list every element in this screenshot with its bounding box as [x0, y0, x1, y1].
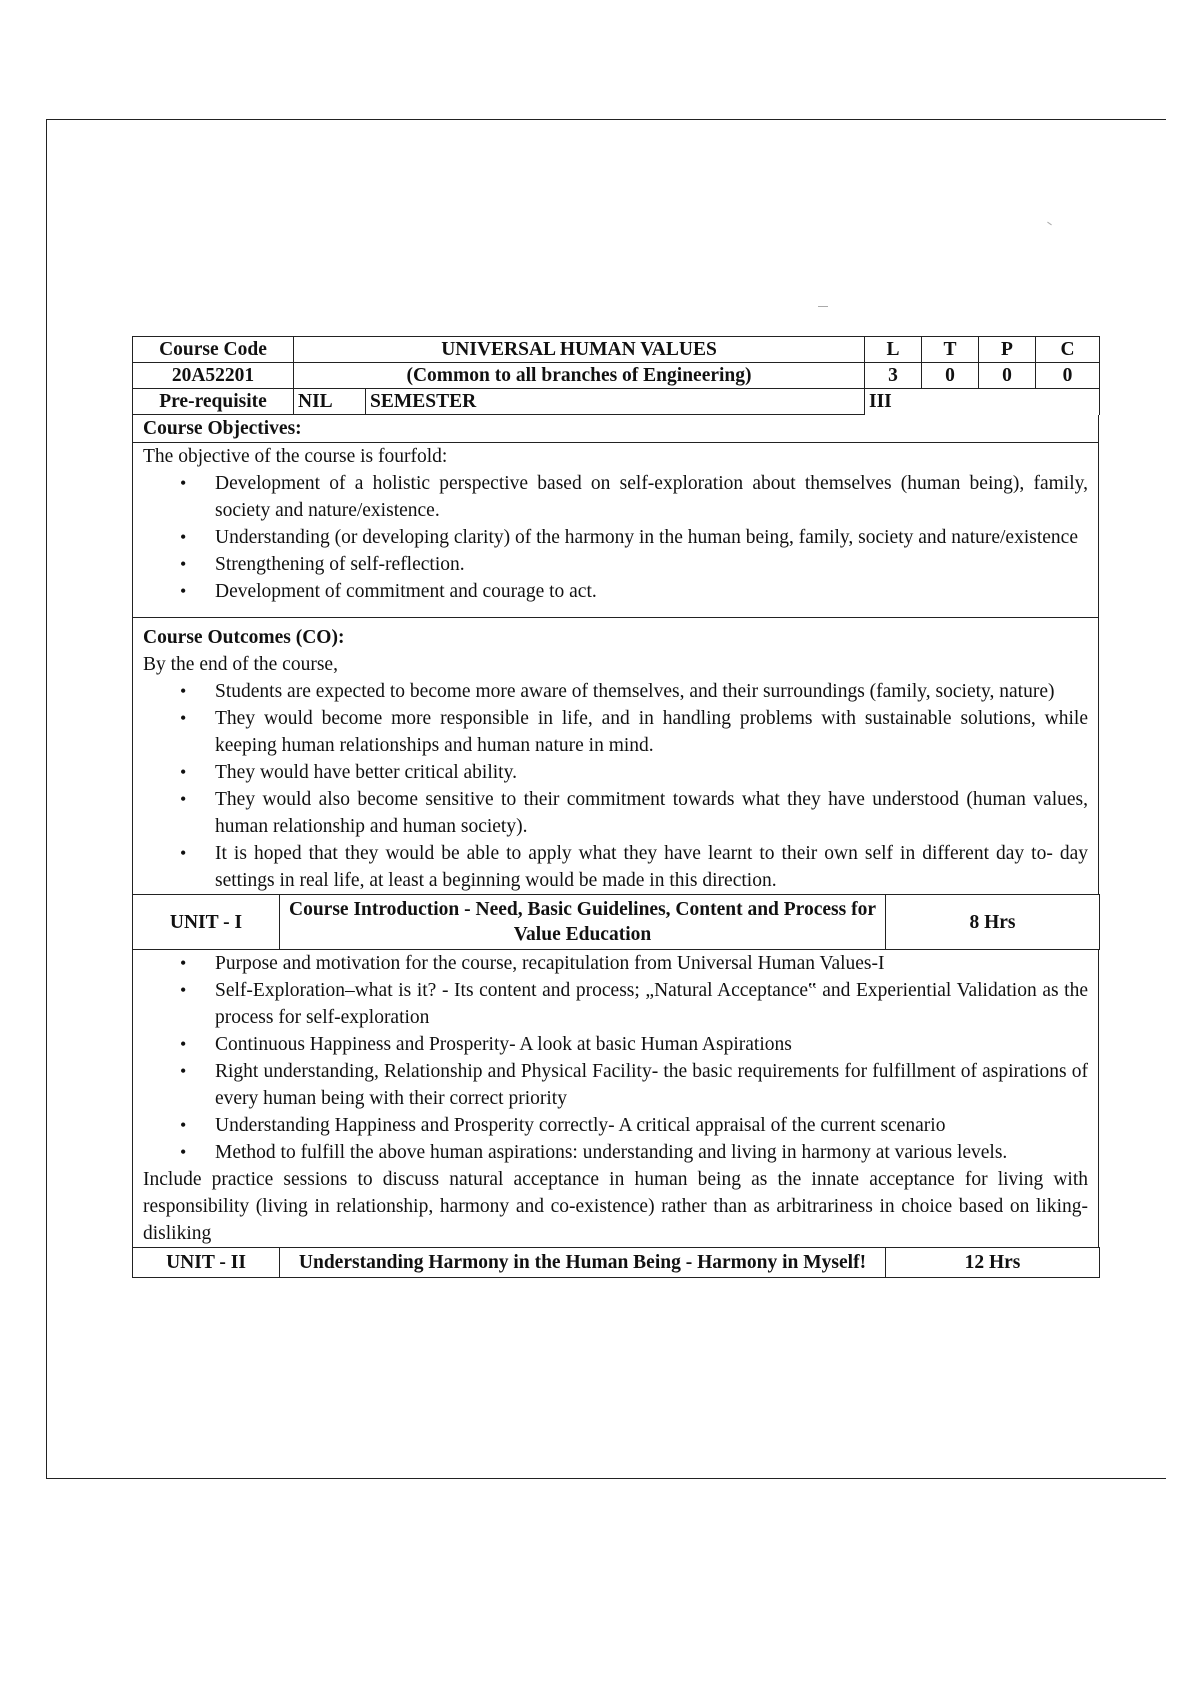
outcomes-intro: By the end of the course,	[143, 654, 338, 675]
unit-2-header	[132, 1247, 1100, 1278]
list-item: • Development of a holistic perspective based on self-exploration about themselves (human being), family, society and nature/existence.	[215, 470, 1088, 524]
unit-1-topics	[143, 950, 1088, 1166]
unit-1-label: UNIT - I	[133, 895, 280, 950]
outcomes-title: Course Outcomes (CO):	[143, 627, 345, 648]
outcomes-list	[143, 678, 1088, 894]
list-item: • Right understanding, Relationship and Physical Facility- the basic requirements for fulfillment of aspirations of every human being with their correct priority	[215, 1058, 1088, 1112]
objectives-list	[143, 470, 1088, 605]
unit-1-content	[132, 950, 1099, 1247]
course-code-label: Course Code	[133, 337, 294, 363]
course-objectives-section	[132, 415, 1099, 618]
list-item: • Students are expected to become more aware of themselves, and their surroundings (family, society, nature)	[215, 678, 1088, 705]
scan-speck	[818, 306, 828, 307]
ltpc-label-t: T	[922, 337, 979, 363]
list-item: • Purpose and motivation for the course, recapitulation from Universal Human Values-I	[215, 950, 1088, 977]
objectives-intro: The objective of the course is fourfold:	[143, 446, 448, 467]
unit-1-practice-note: Include practice sessions to discuss natural acceptance in human being as the innate acceptance for living with responsibility (living in relationship, harmony and co-existence) rather than as arbitrariness in choice based on liking-disliking	[143, 1169, 1088, 1244]
list-item: • Development of commitment and courage to act.	[215, 578, 1088, 605]
list-item: • Self-Exploration–what is it? - Its content and process; „Natural Acceptance‟ and Experiential Validation as the process for self-exploration	[215, 977, 1088, 1031]
ltpc-label-l: L	[865, 337, 922, 363]
list-item: • Continuous Happiness and Prosperity- A look at basic Human Aspirations	[215, 1031, 1088, 1058]
unit-1-hours: 8 Hrs	[886, 895, 1100, 950]
course-header-table	[132, 336, 1100, 415]
ltpc-value-l: 3	[865, 363, 922, 389]
list-item: • Understanding (or developing clarity) of the harmony in the human being, family, society and nature/existence	[215, 524, 1088, 551]
ltpc-value-p: 0	[979, 363, 1036, 389]
course-subtitle: (Common to all branches of Engineering)	[294, 363, 865, 389]
list-item: • Method to fulfill the above human aspirations: understanding and living in harmony at various levels.	[215, 1139, 1088, 1166]
list-item: • Strengthening of self-reflection.	[215, 551, 1088, 578]
unit-2-hours: 12 Hrs	[886, 1248, 1100, 1278]
prerequisite-value: NIL	[294, 389, 366, 415]
ltpc-label-c: C	[1036, 337, 1100, 363]
ltpc-value-t: 0	[922, 363, 979, 389]
list-item: • They would have better critical ability.	[215, 759, 1088, 786]
unit-1-title: Course Introduction - Need, Basic Guidelines, Content and Process for Value Education	[280, 895, 886, 950]
unit-2-title: Understanding Harmony in the Human Being - Harmony in Myself!	[280, 1248, 886, 1278]
list-item: • Understanding Happiness and Prosperity correctly- A critical appraisal of the current scenario	[215, 1112, 1088, 1139]
course-document	[132, 336, 1099, 1278]
list-item: • They would become more responsible in life, and in handling problems with sustainable solutions, while keeping human relationships and human nature in mind.	[215, 705, 1088, 759]
list-item: • They would also become sensitive to their commitment towards what they have understood (human values, human relationship and human society).	[215, 786, 1088, 840]
ltpc-value-c: 0	[1036, 363, 1100, 389]
prerequisite-label: Pre-requisite	[133, 389, 294, 415]
course-code: 20A52201	[133, 363, 294, 389]
unit-1-header	[132, 894, 1100, 950]
objectives-title: Course Objectives:	[143, 418, 302, 439]
semester-label: SEMESTER	[366, 389, 865, 415]
ltpc-label-p: P	[979, 337, 1036, 363]
list-item: • It is hoped that they would be able to apply what they have learnt to their own self in different day to- day settings in real life, at least a beginning would be made in this direction.	[215, 840, 1088, 894]
unit-2-label: UNIT - II	[133, 1248, 280, 1278]
semester-value: III	[865, 389, 1100, 415]
course-outcomes-section	[132, 618, 1099, 894]
course-title: UNIVERSAL HUMAN VALUES	[294, 337, 865, 363]
